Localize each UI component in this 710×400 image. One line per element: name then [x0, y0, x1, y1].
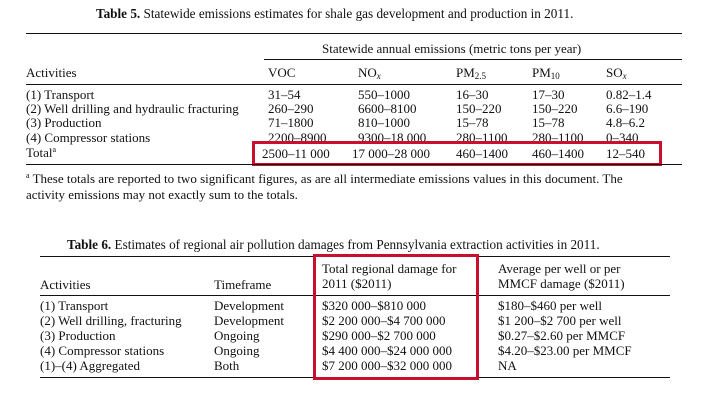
table5-col-pm25: $PM_{2.5}$ [456, 65, 487, 81]
table5-header-rule [26, 84, 682, 85]
table5-col-pm10: $PM_{10}$ [532, 65, 560, 81]
table6-caption-label: Table 6. [67, 237, 112, 252]
table6-col-avg-line2: MMCF damage ($2011) [498, 276, 625, 291]
table6-col-total-line2: 2011 ($2011) [322, 276, 392, 291]
table5-bottom-rule [26, 164, 682, 165]
table5-caption-label: Table 5. [96, 6, 141, 21]
table5-caption-text: Statewide emissions estimates for shale gas development and production in 2011. [143, 6, 574, 21]
table5-col-activities: Activities [26, 65, 77, 80]
table5-group-header: Statewide annual emissions (metric tons per year) [322, 41, 582, 56]
table6-caption-text: Estimates of regional air pollution damages from Pennsylvania extraction activities in 2011. [114, 237, 600, 252]
table6-col-timeframe: Timeframe [214, 277, 272, 292]
table5-total-label: Total$^a$ [26, 145, 57, 160]
table5-col-voc: VOC [268, 65, 296, 80]
table6-col-avg-line1: Average per well or per [498, 261, 621, 276]
table5-col-sox: $SO_x$ [606, 65, 627, 81]
table5-caption [96, 6, 573, 22]
table5-top-rule [26, 33, 682, 34]
table6-col-activities: Activities [40, 277, 91, 292]
table5-col-nox: $NO_x$ [358, 65, 381, 81]
table5-footnote-continued: activity emissions may not exactly sum to the totals. [26, 187, 298, 202]
table5-total-highlight [252, 141, 662, 166]
table6-col-total-line1: Total regional damage for [322, 261, 457, 276]
table6-total-column-highlight [313, 254, 479, 380]
table5-group-rule [264, 59, 682, 60]
table6-caption [67, 237, 600, 253]
table5-footnote: $^a$ These totals are reported to two significant figures, as are all intermediate emissions values in this document. The [26, 171, 623, 186]
